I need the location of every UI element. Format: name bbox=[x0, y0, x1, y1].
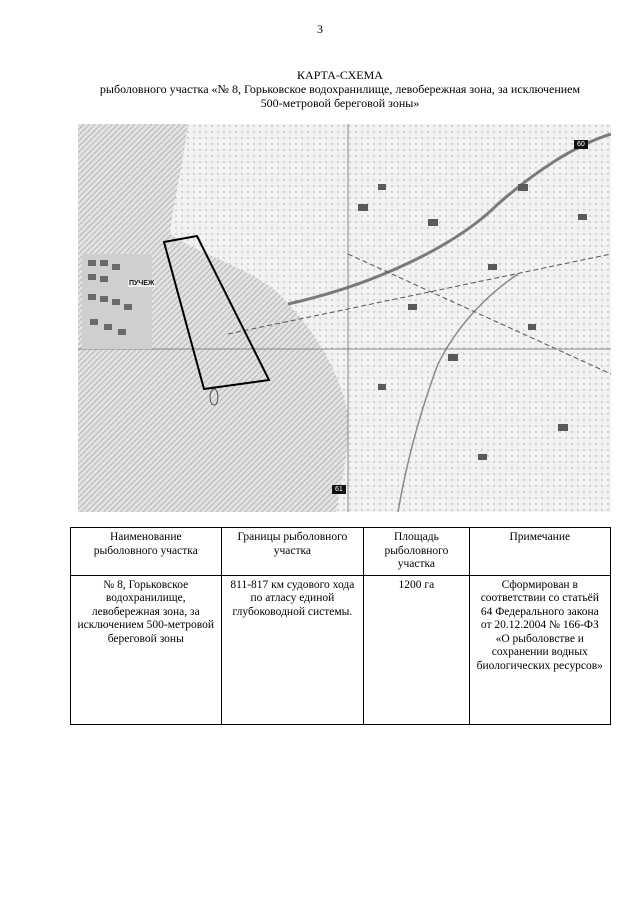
map-sheet-badge-bottom: 61 bbox=[332, 485, 346, 494]
map-scheme bbox=[78, 124, 611, 512]
title-line-1: КАРТА-СХЕМА bbox=[297, 68, 383, 82]
map-graphic bbox=[78, 124, 611, 512]
city-label: ПУЧЕЖ bbox=[129, 280, 155, 287]
document-title bbox=[70, 68, 610, 110]
header-boundaries: Границы рыболовного участка bbox=[221, 528, 364, 576]
cell-boundaries: 811-817 км судового хода по атласу единой глубоководной системы. bbox=[221, 575, 364, 724]
title-line-3: 500-метровой береговой зоны» bbox=[260, 96, 420, 110]
cell-note: Сформирован в соответствии со статьёй 64 Федерального закона от 20.12.2004 № 166-ФЗ «О рыболовстве и сохранении водных биологических ресурсов» bbox=[469, 575, 610, 724]
cell-name: № 8, Горьковское водохранилище, левобережная зона, за исключением 500-метровой береговой зоны bbox=[71, 575, 222, 724]
header-area: Площадь рыболовного участка bbox=[364, 528, 469, 576]
fishing-area-table bbox=[70, 527, 611, 725]
city-block bbox=[82, 254, 152, 349]
table-row bbox=[71, 575, 611, 724]
title-line-2: рыболовного участка «№ 8, Горьковское водохранилище, левобережная зона, за исключением bbox=[99, 82, 581, 96]
header-name: Наименование рыболовного участка bbox=[71, 528, 222, 576]
table-header-row bbox=[71, 528, 611, 576]
page-number: 3 bbox=[317, 22, 323, 36]
map-sheet-badge-top: 60 bbox=[574, 140, 588, 149]
cell-area: 1200 га bbox=[364, 575, 469, 724]
header-note: Примечание bbox=[469, 528, 610, 576]
